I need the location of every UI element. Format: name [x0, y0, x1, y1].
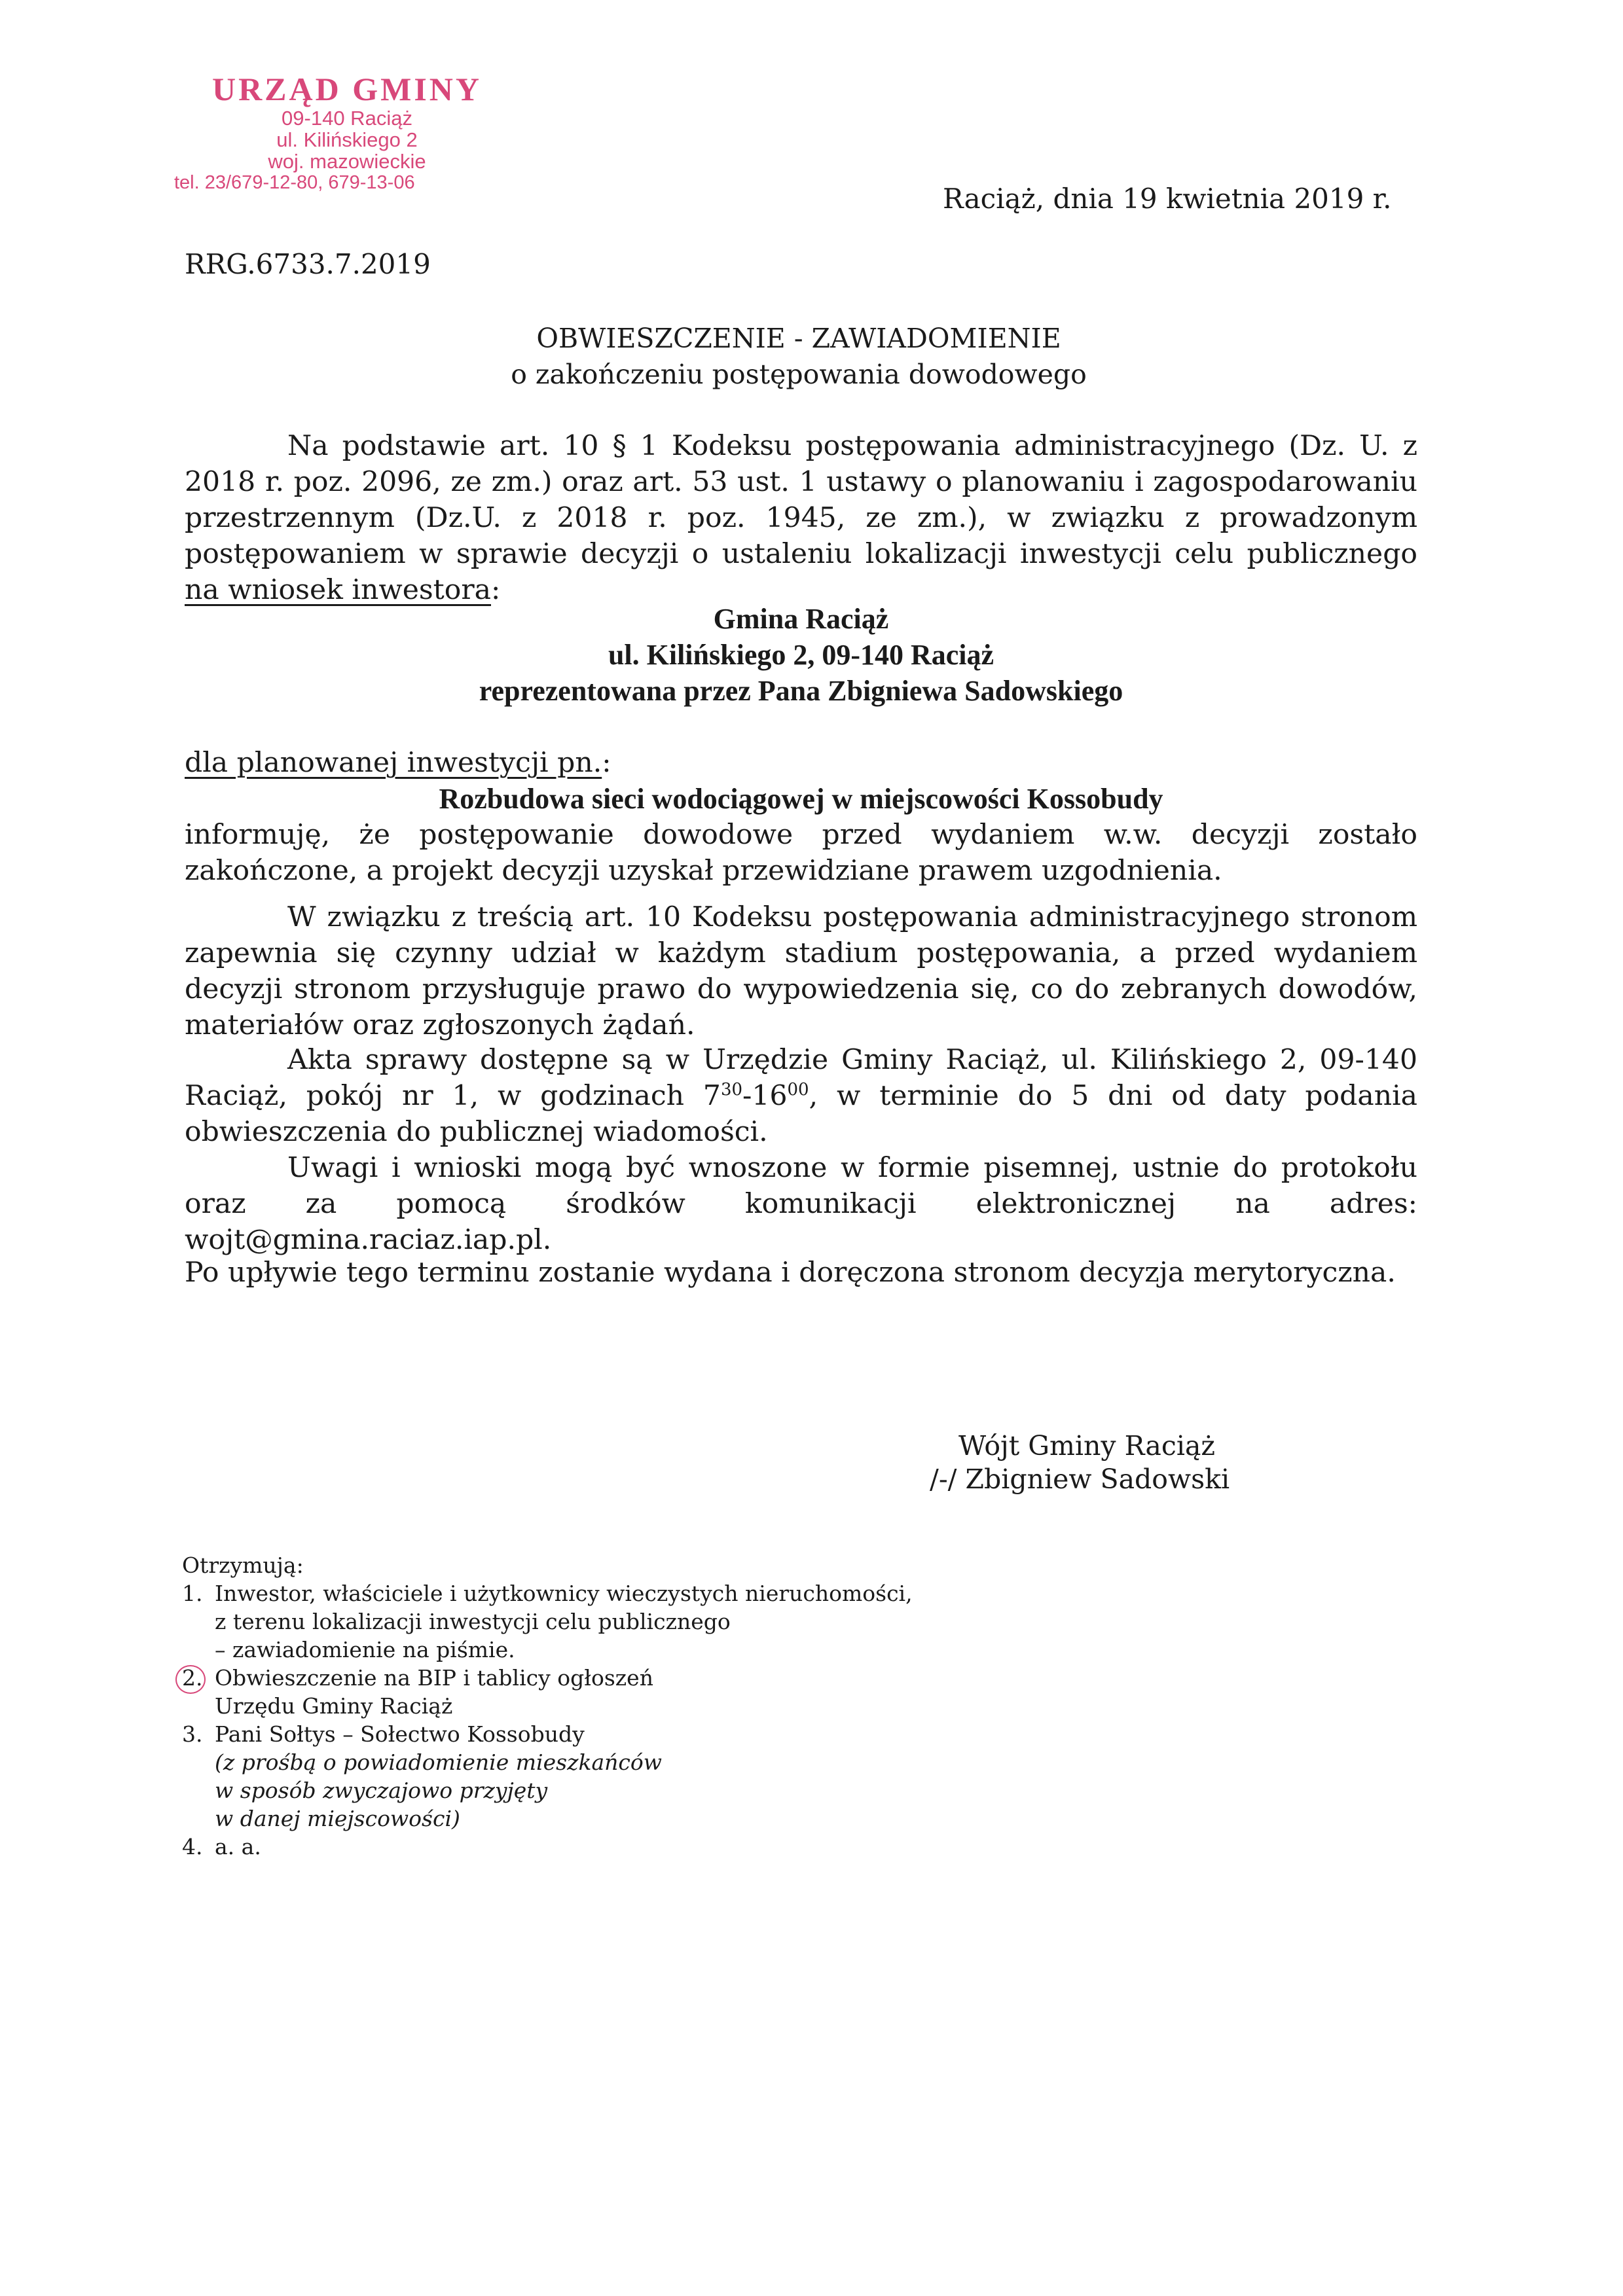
- stamp-phone: tel. 23/679-12-80, 679-13-06: [174, 172, 415, 193]
- recipient-note-line: w danej miejscowości): [215, 1806, 460, 1831]
- hours-to-minutes: 00: [787, 1079, 809, 1100]
- recipient-line: a. a.: [215, 1834, 261, 1859]
- hours-to: -16: [742, 1080, 788, 1112]
- project-block: [185, 745, 1417, 817]
- place-date: Raciąż, dnia 19 kwietnia 2019 r.: [943, 183, 1392, 215]
- recipient-item: [182, 1833, 913, 1861]
- recipient-item: [182, 1579, 913, 1664]
- title-subtitle: o zakończeniu postępowania dowodowego: [511, 359, 1087, 390]
- paragraph-case-files: [185, 1042, 1417, 1150]
- stamp-postal: 09-140 Raciąż: [282, 107, 412, 130]
- investor-address: ul. Kilińskiego 2, 09-140 Raciąż: [608, 639, 994, 671]
- office-stamp: [174, 71, 504, 194]
- recipient-note-line: (z prośbą o powiadomienie mieszkańców: [215, 1749, 662, 1775]
- case-files-deadline: , w terminie do 5 dni od daty podania obwieszczenia do publicznej wiadomości.: [185, 1080, 1417, 1148]
- reference-number: RRG.6733.7.2019: [185, 248, 431, 280]
- recipient-line: Pani Sołtys – Sołectwo Kossobudy: [215, 1721, 585, 1747]
- investor-representative: reprezentowana przez Pana Zbigniewa Sadowskiego: [479, 675, 1123, 707]
- recipient-number: 4.: [182, 1834, 203, 1859]
- email-link[interactable]: wojt@gmina.raciaz.iap.pl: [185, 1224, 543, 1256]
- signature-block: [930, 1429, 1230, 1496]
- recipients-heading: Otrzymują:: [182, 1552, 304, 1578]
- recipient-number: 3.: [182, 1721, 203, 1747]
- paragraph-conclusion: informuję, że postępowanie dowodowe przed wydaniem w.w. decyzji zostało zakończone, a projekt decyzji uzyskał przewidziane prawem uzgodnienia.: [185, 819, 1417, 887]
- recipient-number: 2.: [182, 1665, 203, 1691]
- project-name: Rozbudowa sieci wodociągowej w miejscowości Kossobudy: [439, 783, 1163, 815]
- recipient-line: z terenu lokalizacji inwestycji celu publicznego: [215, 1609, 731, 1634]
- recipient-number: 1.: [182, 1581, 203, 1606]
- recipient-number-circled: [182, 1664, 215, 1720]
- signature-title: Wójt Gminy Raciąż: [958, 1430, 1215, 1462]
- project-label: [185, 745, 1417, 781]
- paragraph-legal-basis-text: Na podstawie art. 10 § 1 Kodeksu postępowania administracyjnego (Dz. U. z 2018 r. poz. 2096, ze zm.) oraz art. 53 ust. 1 ustawy o planowaniu i zagospodarowaniu przestrzennym (Dz.U. z 2018 r. poz. 1945, ze zm.), w związku z prowadzonym postępowaniem w sprawie decyzji o ustaleniu lokalizacji inwestycji celu publicznego: [185, 430, 1417, 570]
- paragraph-decision: Po upływie tego terminu zostanie wydana i doręczona stronom decyzja merytoryczna.: [185, 1257, 1396, 1289]
- recipient-line: Inwestor, właściciele i użytkownicy wieczystych nieruchomości,: [215, 1581, 913, 1606]
- signature-name: /-/ Zbigniew Sadowski: [930, 1463, 1230, 1495]
- recipient-item: [182, 1664, 913, 1720]
- applicant-label: na wniosek inwestora: [185, 574, 491, 606]
- paragraph-legal-basis: [185, 428, 1417, 608]
- recipient-line: Urzędu Gminy Raciąż: [215, 1693, 453, 1719]
- paragraph-comments: [185, 1150, 1417, 1258]
- stamp-title: URZĄD GMINY: [211, 71, 483, 107]
- stamp-voivodeship: woj. mazowieckie: [268, 150, 426, 173]
- investor-block: [185, 601, 1417, 709]
- comments-period: .: [542, 1224, 552, 1256]
- project-label-colon: :: [602, 747, 611, 779]
- stamp-street: ul. Kilińskiego 2: [276, 128, 418, 151]
- case-files-text: Akta sprawy dostępne są w Urzędzie Gminy Raciąż, ul. Kilińskiego 2, 09-140 Raciąż, pokój nr 1, w godzinach 7: [185, 1044, 1417, 1112]
- investor-name: Gmina Raciąż: [713, 603, 889, 635]
- applicant-label-colon: :: [491, 574, 501, 606]
- recipient-line: – zawiadomienie na piśmie.: [215, 1637, 515, 1662]
- recipient-item: [182, 1720, 913, 1833]
- project-label-text: dla planowanej inwestycji pn.: [185, 747, 602, 779]
- comments-text: Uwagi i wnioski mogą być wnoszone w formie pisemnej, ustnie do protokołu oraz za pomocą środków komunikacji elektronicznej na adres:: [185, 1152, 1417, 1220]
- document-title: [183, 321, 1414, 393]
- recipient-note-line: w sposób zwyczajowo przyjęty: [215, 1778, 548, 1803]
- hours-from-minutes: 30: [720, 1079, 743, 1100]
- handwritten-circle-mark: [175, 1665, 206, 1694]
- recipient-line: Obwieszczenie na BIP i tablicy ogłoszeń: [215, 1665, 653, 1691]
- paragraph-party-rights: W związku z treścią art. 10 Kodeksu postępowania administracyjnego stronom zapewnia się czynny udział w każdym stadium postępowania, a przed wydaniem decyzji stronom przysługuje prawo do wypowiedzenia się, co do zebranych dowodów, materiałów oraz zgłoszonych żądań.: [185, 901, 1417, 1041]
- recipients-list: [182, 1551, 913, 1861]
- title-main: OBWIESZCZENIE - ZAWIADOMIENIE: [536, 323, 1061, 354]
